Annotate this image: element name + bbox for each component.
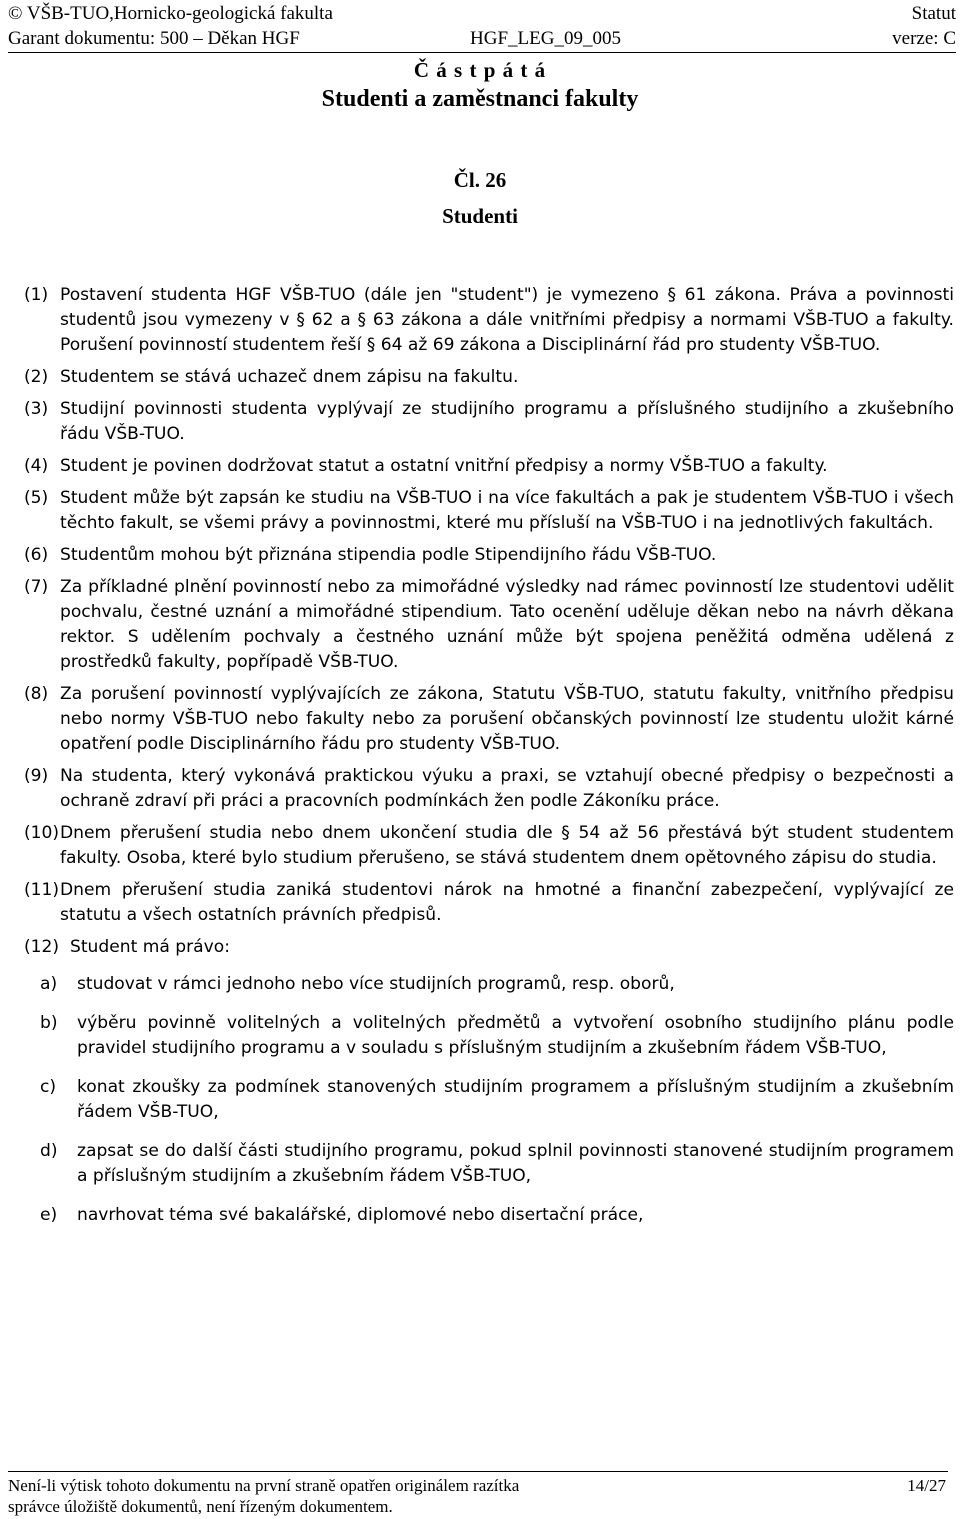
list-item (24, 1139, 954, 1189)
list-item-text: zapsat se do další části studijního programu, pokud splnil povinnosti stanovené studijním programem a příslušným studijním a zkušebním řádem VŠB-TUO, (77, 1141, 954, 1186)
footer-notice-continued: správce úložiště dokumentů, není řízeným dokumentem. (8, 1497, 393, 1516)
paragraph-number: (2) (24, 367, 49, 387)
list-item-text: konat zkoušky za podmínek stanovených studijním programem a příslušným studijním a zkušebním řádem VŠB-TUO, (77, 1077, 954, 1122)
paragraph (24, 764, 954, 814)
paragraph-number: (1) (24, 285, 49, 305)
paragraph-number: (11) (24, 880, 60, 900)
paragraph-number: (6) (24, 545, 49, 565)
paragraph-text: Za porušení povinností vyplývajících ze zákona, Statutu VŠB-TUO, statutu fakulty, vnitřního předpisu nebo normy VŠB-TUO nebo fakulty nebo za porušení občanských povinností lze studentu uložit kárné opatření podle Disciplinárního řádu pro studenty VŠB-TUO. (60, 684, 954, 754)
footer-divider (8, 1471, 948, 1472)
paragraph-text: Student má právo: (70, 937, 230, 957)
paragraph-text: Student je povinen dodržovat statut a ostatní vnitřní předpisy a normy VŠB-TUO a fakulty. (60, 456, 828, 476)
header-doc-type: Statut (911, 3, 956, 24)
paragraph-text: Studentům mohou být přiznána stipendia podle Stipendijního řádu VŠB-TUO. (60, 545, 717, 565)
paragraph (24, 365, 954, 390)
article-number: Čl. 26 (453, 168, 507, 192)
list-item (24, 972, 954, 997)
paragraph (24, 821, 954, 871)
paragraph-number: (8) (24, 684, 49, 704)
header-guarantor: Garant dokumentu: 500 – Děkan HGF (8, 28, 300, 49)
paragraph (24, 575, 954, 675)
paragraph (24, 878, 954, 928)
list-item-label: a) (40, 974, 58, 994)
list-item-text: studovat v rámci jednoho nebo více studijních programů, resp. oborů, (77, 974, 675, 994)
list-item (24, 1203, 954, 1228)
paragraph-text: Studentem se stává uchazeč dnem zápisu na fakultu. (60, 367, 519, 387)
paragraph-text: Postavení studenta HGF VŠB-TUO (dále jen "student") je vymezeno § 61 zákona. Práva a povinnosti studentů jsou vymezeny v § 62 a § 63 zákona a dále vnitřními předpisy a normami VŠB-TUO a fakulty. Porušení povinností studentem řeší § 64 až 69 zákona a Disciplinární řád pro studenty VŠB-TUO. (60, 285, 954, 355)
article-title: Studenti (442, 204, 518, 228)
paragraph (24, 935, 954, 960)
paragraph-text: Dnem přerušení studia zaniká studentovi nárok na hmotné a finanční zabezpečení, vyplývající ze statutu a všech ostatních právních předpisů. (60, 880, 954, 925)
paragraph-number: (3) (24, 399, 49, 419)
list-item-label: d) (40, 1141, 58, 1161)
list-item-label: b) (40, 1013, 58, 1033)
paragraph (24, 397, 954, 447)
paragraph-number: (7) (24, 577, 49, 597)
page-number: 14/27 (907, 1476, 946, 1495)
list-item (24, 1011, 954, 1061)
paragraph (24, 682, 954, 757)
footer-row-1 (8, 1476, 946, 1496)
paragraph-number: (10) (24, 823, 60, 843)
footer-notice: Není-li výtisk tohoto dokumentu na první straně opatřen originálem razítka (8, 1476, 520, 1495)
paragraph-text: Za příkladné plnění povinností nebo za mimořádné výsledky nad rámec povinností lze studentovi udělit pochvalu, čestné uznání a mimořádné stipendium. Tato ocenění uděluje děkan nebo na návrh děkana rektor. S udělením pochvaly a čestného uznání může být spojena peněžitá odměna udělená z prostředků fakulty, popřípadě VŠB-TUO. (60, 577, 954, 672)
header-institution: © VŠB-TUO,Hornicko-geologická fakulta (8, 3, 333, 24)
header-version: verze: C (892, 28, 956, 49)
part-label: Č á s t p á t á (413, 58, 547, 82)
header-doc-code: HGF_LEG_09_005 (470, 28, 621, 49)
list-item-label: c) (40, 1077, 57, 1097)
paragraph-text: Student může být zapsán ke studiu na VŠB-TUO i na více fakultách a pak je studentem VŠB-TUO i všech těchto fakult, se všemi právy a povinnostmi, které mu přísluší na VŠB-TUO i na jednotlivých fakultách. (60, 488, 954, 533)
list-item-label: e) (40, 1205, 58, 1225)
paragraph-number: (12) (24, 937, 60, 957)
header-divider (8, 52, 956, 53)
part-title: Studenti a zaměstnanci fakulty (321, 86, 639, 112)
article-body (24, 283, 954, 1242)
footer-row-2 (8, 1497, 946, 1517)
paragraph-text: Studijní povinnosti studenta vyplývají ze studijního programu a příslušného studijního a zkušebního řádu VŠB-TUO. (60, 399, 954, 444)
paragraph (24, 543, 954, 568)
paragraph (24, 454, 954, 479)
list-item (24, 1075, 954, 1125)
paragraph-text: Na studenta, který vykonává praktickou výuku a praxi, se vztahují obecné předpisy o bezpečnosti a ochraně zdraví při práci a pracovních podmínkách žen podle Zákoníku práce. (60, 766, 954, 811)
list-item-text: navrhovat téma své bakalářské, diplomové nebo disertační práce, (77, 1205, 644, 1225)
list-item-text: výběru povinně volitelných a volitelných předmětů a vytvoření osobního studijního plánu podle pravidel studijního programu a v souladu s příslušným studijním a zkušebním řádem VŠB-TUO, (77, 1013, 954, 1058)
paragraph-number: (4) (24, 456, 49, 476)
paragraph-text: Dnem přerušení studia nebo dnem ukončení studia dle § 54 až 56 přestává být student studentem fakulty. Osoba, které bylo studium přerušeno, se stává studentem dnem opětovného zápisu do studia. (60, 823, 954, 868)
paragraph (24, 283, 954, 358)
paragraph-number: (5) (24, 488, 49, 508)
rights-list (24, 972, 954, 1228)
paragraph-number: (9) (24, 766, 49, 786)
paragraph (24, 486, 954, 536)
